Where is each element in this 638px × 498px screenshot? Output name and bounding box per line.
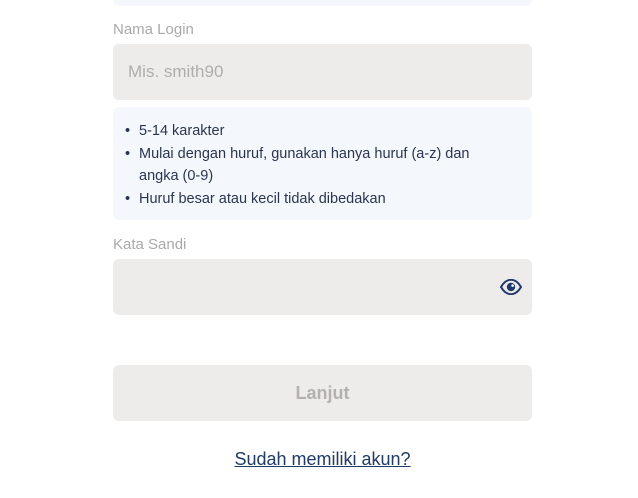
bullet-icon: • [125,190,131,207]
username-field-container [113,44,532,100]
username-label: Nama Login [113,21,194,38]
submit-button[interactable]: Lanjut [113,365,532,421]
rule-item [125,120,479,143]
previous-section-edge [113,0,532,6]
rule-item [125,188,479,211]
login-link[interactable]: Sudah memiliki akun? [234,449,411,469]
password-field-container [113,259,532,315]
rule-text: Huruf besar atau kecil tidak dibedakan [139,190,386,207]
username-rules-list [125,120,518,210]
rule-text: 5-14 karakter [139,123,225,139]
eye-icon [500,279,522,295]
password-label: Kata Sandi [113,236,187,253]
rule-text: Mulai dengan huruf, gunakan hanya huruf (a-z) dan angka (0-9) [139,145,470,184]
username-input[interactable] [113,44,532,100]
rule-item [125,143,479,188]
bullet-icon: • [125,123,131,139]
password-input[interactable] [113,259,532,315]
show-password-toggle[interactable] [500,276,522,298]
bullet-icon: • [125,145,131,162]
username-rules-box [113,107,532,220]
